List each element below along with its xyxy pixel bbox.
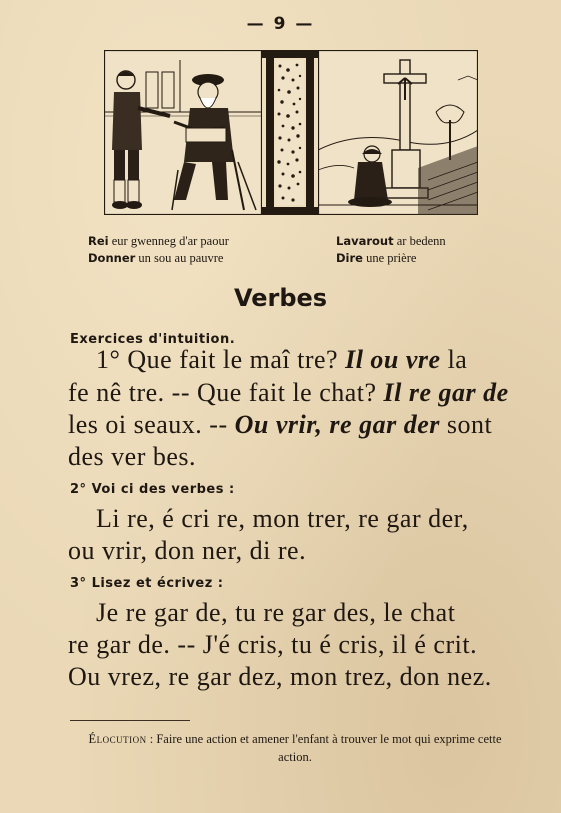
footnote-rule	[70, 720, 190, 721]
caption-right-french	[336, 250, 446, 267]
section1-line2-italic: Il re gar de	[383, 378, 509, 407]
caption-right-breton-verb: Lavarout	[336, 234, 394, 248]
caption-right-french-verb: Dire	[336, 251, 363, 265]
section1-line1-text: 1° Que fait le maî tre?	[96, 345, 339, 374]
section1-heading: Exercices d'intuition.	[70, 332, 236, 347]
section2-heading: 2° Voi ci des verbes :	[70, 482, 235, 497]
section3-line1: Je re gar de, tu re gar des, le chat	[96, 598, 456, 627]
caption-left-french-verb: Donner	[88, 251, 136, 265]
section2-line1: Li re, é cri re, mon trer, re gar der,	[96, 504, 469, 533]
page-title: Verbes	[233, 284, 328, 312]
page-number: — 9 —	[246, 14, 315, 34]
decorative-pillar	[262, 50, 318, 215]
footnote-text: : Faire une action et amener l'enfant à trouver le mot qui exprime cette action.	[149, 732, 502, 764]
section1-line3	[68, 410, 492, 440]
caption-right-breton	[336, 233, 446, 250]
caption-left-breton-verb: Rei	[88, 234, 109, 248]
section1-line1	[96, 345, 467, 375]
caption-left-breton-text: eur gwenneg d'ar paour	[111, 234, 229, 248]
caption-left-breton	[88, 233, 229, 250]
section1-line2	[68, 378, 509, 408]
illustration-giving-coin	[104, 50, 262, 215]
section2-line2: ou vrir, don ner, di re.	[68, 536, 307, 565]
section1-line3-italic: Ou vrir, re gar der	[234, 410, 440, 439]
section1-line4: des ver bes.	[68, 442, 197, 471]
caption-right-breton-text: ar bedenn	[396, 234, 446, 248]
caption-right	[336, 233, 446, 267]
caption-right-french-text: une prière	[366, 251, 417, 265]
illustration-prayer-calvary	[318, 50, 478, 215]
section3-heading: 3° Lisez et écrivez :	[70, 576, 224, 591]
section1-line1-italic: Il ou vre	[345, 345, 441, 374]
caption-left-french	[88, 250, 229, 267]
section3-line3: Ou vrez, re gar dez, mon trez, don nez.	[68, 662, 492, 691]
caption-left	[88, 233, 229, 267]
footnote-elocution	[80, 730, 510, 766]
section1-line3-end: sont	[446, 410, 493, 439]
section1-line1-end: la	[447, 345, 468, 374]
section1-line3-text: les oi seaux. --	[68, 410, 228, 439]
section1-line2-text: fe nê tre. -- Que fait le chat?	[68, 378, 377, 407]
section3-line2: re gar de. -- J'é cris, tu é cris, il é crit.	[68, 630, 478, 659]
caption-left-french-text: un sou au pauvre	[138, 251, 224, 265]
footnote-label: Élocution	[88, 732, 147, 746]
